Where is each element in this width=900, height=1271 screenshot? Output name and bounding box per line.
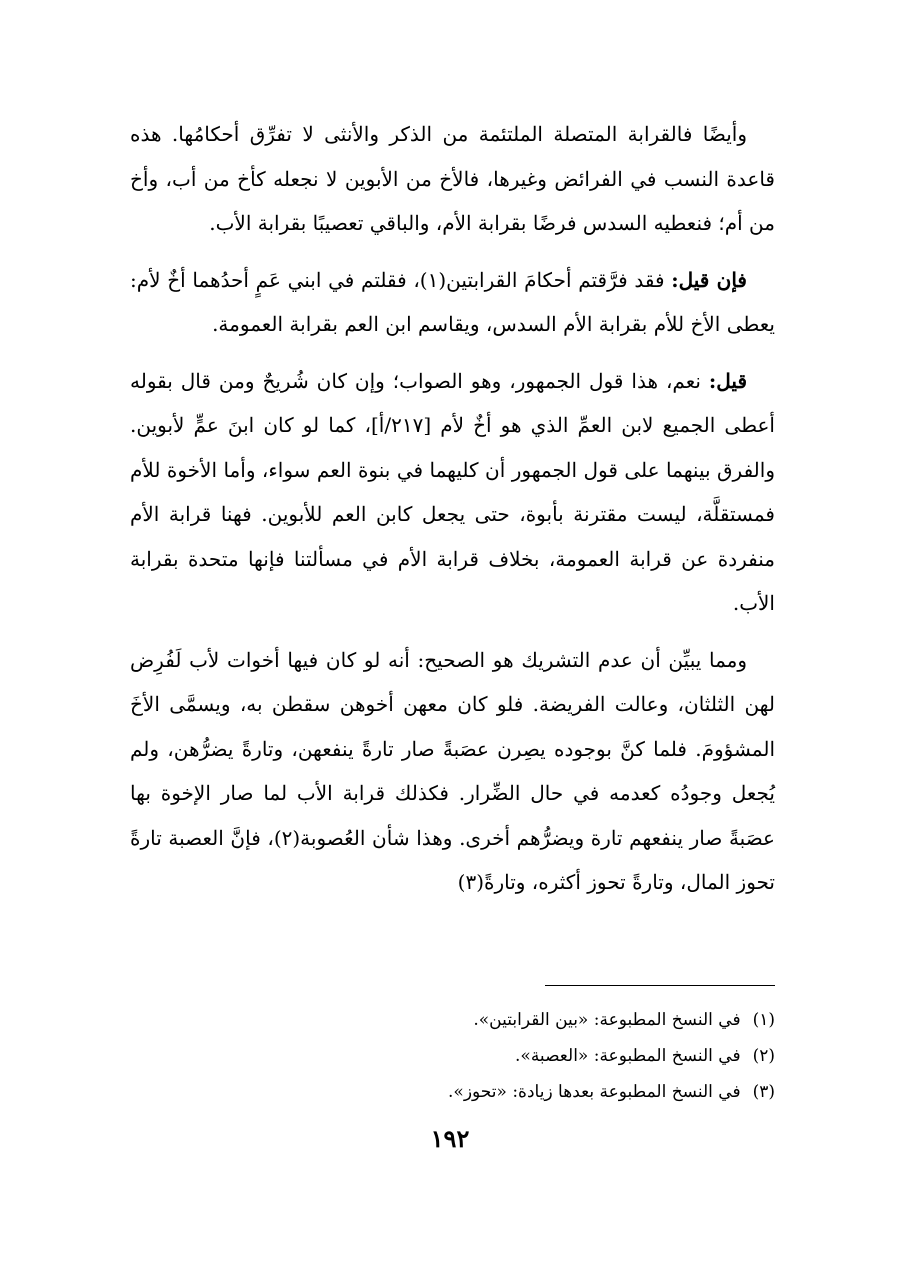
page-number: ١٩٢ (430, 1124, 470, 1153)
paragraph-text: نعم، هذا قول الجمهور، وهو الصواب؛ وإن كان شُريحٌ ومن قال بقوله أعطى الجميع لابن العمِّ الذي هو أخٌ لأم [٢١٧/أ]، كما لو كان ابنَ عمٍّ لأبوين. والفرق بينهما على قول الجمهور أن كليهما في بنوة العم سواء، وأما الأخوة للأم فمستقلَّة، ليست مقترنة بأبوة، حتى يجعل كابن العم للأبوين. فهنا قرابة الأم منفردة عن قرابة العمومة، بخلاف قرابة الأم في مسألتنا فإنها متحدة بقرابة الأب. (130, 368, 775, 615)
paragraph-lead: قيل: (708, 368, 747, 393)
paragraph-lead: فإن قيل: (671, 267, 747, 292)
footnote-number: (٢) (752, 1046, 775, 1066)
paragraph (130, 359, 775, 626)
paragraph-text: ومما يبيِّن أن عدم التشريك هو الصحيح: أنه لو كان فيها أخوات لأب لَفُرِض لهن الثلثان، وعالت الفريضة. فلو كان معهن أخوهن سقطن به، ويسمَّى الأخَ المشؤومَ. فلما كنَّ بوجوده يصِرن عصَبةً صار تارةً ينفعهن، وتارةً يضرُّهن، ولم يُجعل وجودُه كعدمه في حال الضِّرار. فكذلك قرابة الأب لما صار الإخوة بها عصَبةً صار ينفعهم تارة ويضرُّهم أخرى. وهذا شأن العُصوبة(٢)، فإنَّ العصبة تارةً تحوز المال، وتارةً تحوز أكثره، وتارةً(٣) (130, 647, 775, 894)
paragraph-text: فقد فرَّقتم أحكامَ القرابتين(١)، فقلتم في ابني عَمٍ أحدُهما أخٌ لأم: يعطى الأخ للأم بقرابة الأم السدس، ويقاسم ابن العم بقرابة العمومة. (130, 267, 775, 336)
paragraph (130, 258, 775, 347)
paragraph-text: وأيضًا فالقرابة المتصلة الملتئمة من الذكر والأنثى لا تفرِّق أحكامُها. هذه قاعدة النسب في الفرائض وغيرها، فالأخ من الأبوين لا نجعله كأخ من أب، وأخ من أم؛ فنعطيه السدس فرضًا بقرابة الأم، والباقي تعصيبًا بقرابة الأب. (130, 122, 775, 235)
paragraph (130, 638, 775, 905)
footnote-text: في النسخ المطبوعة: «العصبة». (515, 1046, 741, 1066)
footnote (380, 1038, 775, 1074)
footnote-number: (٣) (752, 1082, 775, 1102)
main-text (130, 112, 775, 917)
paragraph (130, 112, 775, 246)
footnotes (380, 1002, 775, 1110)
footnote (380, 1074, 775, 1110)
footnote-number: (١) (752, 1010, 775, 1030)
footnote-divider (545, 985, 775, 986)
footnote-text: في النسخ المطبوعة بعدها زيادة: «تحوز». (448, 1082, 741, 1102)
footnote (380, 1002, 775, 1038)
footnote-text: في النسخ المطبوعة: «بين القرابتين». (473, 1010, 741, 1030)
